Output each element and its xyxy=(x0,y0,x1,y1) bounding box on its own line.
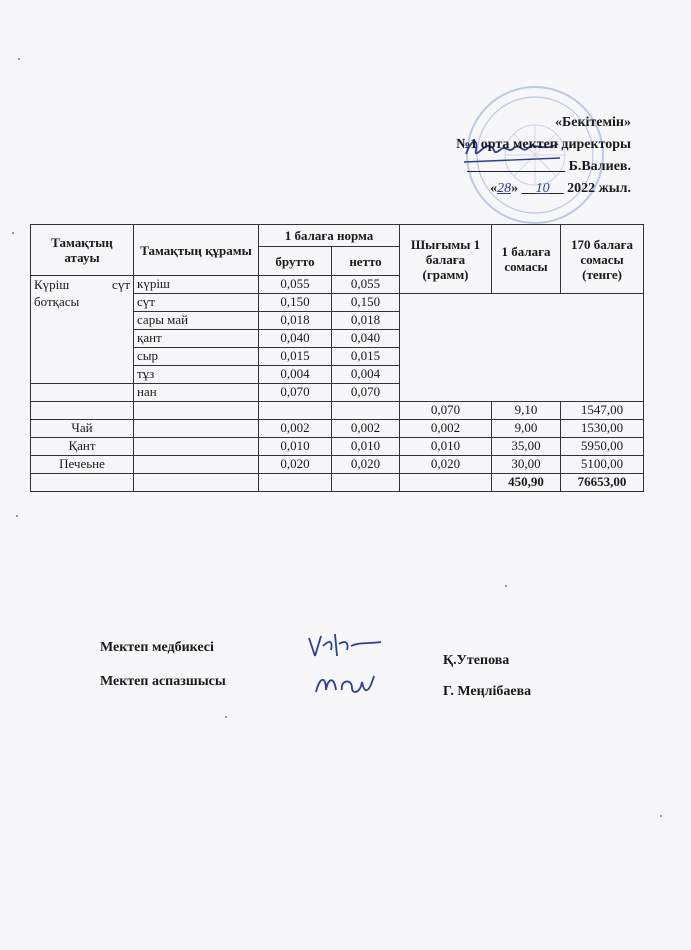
approval-block xyxy=(456,112,631,200)
bread-netto: 0,070 xyxy=(332,384,400,402)
item-name: Қант xyxy=(31,438,134,456)
header-netto: нетто xyxy=(332,247,400,276)
empty-cell xyxy=(134,420,259,438)
empty-cell xyxy=(31,384,134,402)
nurse-name: Қ.Утепова xyxy=(443,653,510,668)
item-cost-total: 5100,00 xyxy=(561,456,644,474)
header-name: Тамақтың атауы xyxy=(31,225,134,276)
ingredient-brutto: 0,150 xyxy=(259,294,332,312)
ingredient-brutto: 0,018 xyxy=(259,312,332,330)
ingredient-netto: 0,018 xyxy=(332,312,400,330)
empty-cell xyxy=(134,438,259,456)
item-cost-one: 30,00 xyxy=(492,456,561,474)
header-cost-one: 1 балаға сомасы xyxy=(492,225,561,294)
header-composition: Тамақтың құрамы xyxy=(134,225,259,276)
bread-brutto: 0,070 xyxy=(259,384,332,402)
ingredient-name: сүт xyxy=(134,294,259,312)
header-cost-total: 170 балаға сомасы (тенге) xyxy=(561,225,644,294)
item-name: Чай xyxy=(31,420,134,438)
bread-name: нан xyxy=(134,384,259,402)
item-netto: 0,010 xyxy=(332,438,400,456)
date-day: 28 xyxy=(497,181,512,196)
total-cost-one: 450,90 xyxy=(492,474,561,492)
nurse-role: Мектеп медбикесі xyxy=(100,640,214,655)
ingredient-name: сары май xyxy=(134,312,259,330)
date-month: 10 xyxy=(535,181,550,196)
paper-speck xyxy=(16,515,18,517)
bread-output: 0,070 xyxy=(400,402,492,420)
ingredient-name: сыр xyxy=(134,348,259,366)
table-row xyxy=(31,420,644,438)
director-name: Б.Валиев. xyxy=(568,159,631,174)
ingredient-name: күріш xyxy=(134,276,259,294)
item-output: 0,010 xyxy=(400,438,492,456)
item-output: 0,002 xyxy=(400,420,492,438)
item-brutto: 0,002 xyxy=(259,420,332,438)
ingredient-brutto: 0,015 xyxy=(259,348,332,366)
approval-signature-line: ______________ Б.Валиев. xyxy=(467,159,631,174)
paper-speck xyxy=(225,716,227,718)
menu-table xyxy=(30,224,644,492)
bread-cost-total: 1547,00 xyxy=(561,402,644,420)
paper-speck xyxy=(18,58,20,60)
nurse-signature-icon xyxy=(305,628,385,662)
item-cost-total: 5950,00 xyxy=(561,438,644,456)
totals-row xyxy=(31,474,644,492)
item-cost-one: 9,00 xyxy=(492,420,561,438)
paper-speck xyxy=(660,815,662,817)
ingredient-brutto: 0,040 xyxy=(259,330,332,348)
ingredient-netto: 0,150 xyxy=(332,294,400,312)
item-cost-one: 35,00 xyxy=(492,438,561,456)
ingredient-netto: 0,015 xyxy=(332,348,400,366)
cook-role: Мектеп аспазшысы xyxy=(100,674,226,689)
approval-title: «Бекітемін» xyxy=(554,115,631,130)
item-cost-total: 1530,00 xyxy=(561,420,644,438)
item-name: Печеьне xyxy=(31,456,134,474)
table-row xyxy=(31,456,644,474)
item-netto: 0,002 xyxy=(332,420,400,438)
approval-date: «28» __10__ 2022 жыл. xyxy=(490,181,631,196)
header-output: Шығымы 1 балаға (грамм) xyxy=(400,225,492,294)
empty-cell xyxy=(134,456,259,474)
ingredient-netto: 0,055 xyxy=(332,276,400,294)
ingredient-name: тұз xyxy=(134,366,259,384)
cook-signature-icon xyxy=(312,668,378,698)
bread-cost-one: 9,10 xyxy=(492,402,561,420)
item-brutto: 0,010 xyxy=(259,438,332,456)
paper-speck xyxy=(12,232,14,234)
ingredient-netto: 0,004 xyxy=(332,366,400,384)
table-row xyxy=(31,438,644,456)
total-cost-total: 76653,00 xyxy=(561,474,644,492)
dish-name: Күріш сүт ботқасы xyxy=(31,276,134,384)
ingredient-netto: 0,040 xyxy=(332,330,400,348)
item-brutto: 0,020 xyxy=(259,456,332,474)
table-header-row xyxy=(31,225,644,247)
ingredient-brutto: 0,004 xyxy=(259,366,332,384)
table-row xyxy=(31,384,644,402)
date-year: 2022 жыл. xyxy=(567,181,631,196)
approval-position: №1 орта мектеп директоры xyxy=(456,137,631,152)
item-netto: 0,020 xyxy=(332,456,400,474)
paper-speck xyxy=(505,585,507,587)
item-output: 0,020 xyxy=(400,456,492,474)
cook-name: Г. Меңлібаева xyxy=(443,684,532,699)
header-brutto: брутто xyxy=(259,247,332,276)
ingredient-name: қант xyxy=(134,330,259,348)
table-row xyxy=(31,402,644,420)
ingredient-brutto: 0,055 xyxy=(259,276,332,294)
header-norm: 1 балаға норма xyxy=(259,225,400,247)
